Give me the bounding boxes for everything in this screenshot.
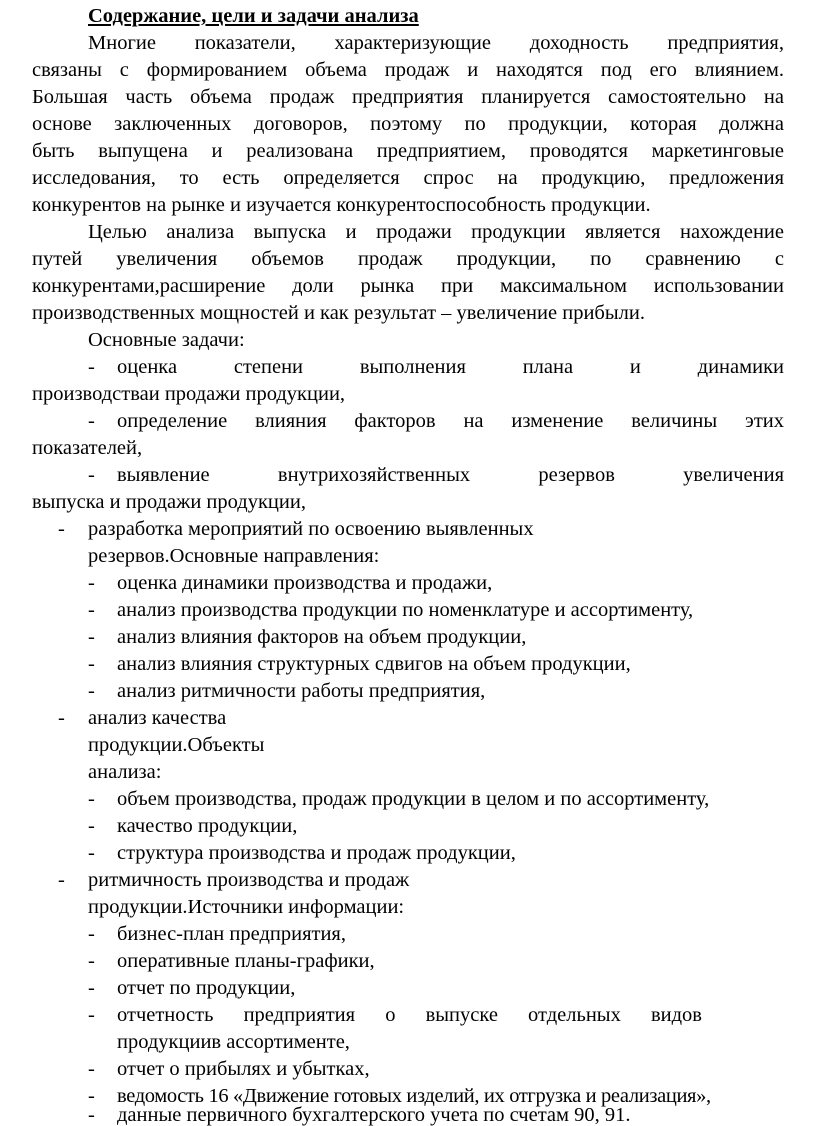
source-item-continuation: продукциив ассортименте, [117,1031,350,1053]
direction-item: анализ влияния факторов на объем продукции, [117,626,527,648]
list-dash: - [58,869,65,891]
list-dash: - [88,599,95,621]
list-dash: - [88,1085,95,1107]
list-dash: - [88,788,95,810]
para1-line: Большая часть объема продаж предприятия планируется самостоятельно на [32,86,784,108]
direction-item: оценка динамики производства и продажи, [117,572,493,594]
list-dash: - [88,572,95,594]
direction-item: анализ ритмичности работы предприятия, [117,680,486,702]
list-dash: - [88,1004,95,1026]
source-item: отчетность предприятия о выпуске отдельных видов [117,1004,702,1026]
direction-item-continuation: продукции.Объекты [88,734,265,756]
task-item: определение влияния факторов на изменение величины этих [117,410,784,432]
para1-line: связаны с формированием объема продаж и находятся под его влиянием. [32,59,784,81]
list-dash: - [88,923,95,945]
task-dash: - [88,464,95,486]
task-dash: - [88,410,95,432]
list-dash: - [88,977,95,999]
source-item: отчет по продукции, [117,977,296,999]
para2-line: путей увеличения объемов продаж продукции, по сравнению с [32,248,784,270]
tasks-heading: Основные задачи: [88,329,245,351]
list-dash: - [88,680,95,702]
source-item: бизнес-план предприятия, [117,923,346,945]
task-dash: - [58,518,65,540]
para1-line: основе заключенных договоров, поэтому по продукции, которая должна [32,113,784,135]
direction-item-continuation: анализа: [88,761,162,783]
task-item: оценка степени выполнения плана и динамики [117,356,784,378]
para2-line: Целью анализа выпуска и продажи продукции является нахождение [88,221,784,243]
source-item: данные первичного бухгалтерского учета по счетам 90, 91. [117,1104,631,1126]
task-item: выявление внутрихозяйственных резервов увеличения [117,464,784,486]
direction-item: анализ влияния структурных сдвигов на объем продукции, [117,653,631,675]
task-item-continuation: резервов.Основные направления: [88,545,380,567]
list-dash: - [58,707,65,729]
object-item: качество продукции, [117,815,298,837]
list-dash: - [88,653,95,675]
object-item: структура производства и продаж продукции, [117,842,516,864]
para1-line: Многие показатели, характеризующие доходность предприятия, [88,32,784,54]
para1-line: исследования, то есть определяется спрос на продукцию, предложения [32,167,784,189]
task-item-continuation: выпуска и продажи продукции, [32,491,306,513]
list-dash: - [88,1058,95,1080]
list-dash: - [88,815,95,837]
task-item: разработка мероприятий по освоению выявленных [88,518,534,540]
object-item: объем производства, продаж продукции в целом и по ассортименту, [117,788,710,810]
para1-line: быть выпущена и реализована предприятием, проводятся маркетинговые [32,140,784,162]
source-item: оперативные планы-графики, [117,950,375,972]
list-dash: - [88,1104,95,1126]
source-item: отчет о прибылях и убытках, [117,1058,370,1080]
object-item: ритмичность производства и продаж [88,869,410,891]
para2-line: производственных мощностей и как результат – увеличение прибыли. [32,302,645,324]
direction-item: анализ производства продукции по номенклатуре и ассортименту, [117,599,694,621]
list-dash: - [88,842,95,864]
source-item: ведомость 16 «Движение готовых изделий, их отгрузка и реализация», [117,1085,711,1107]
list-dash: - [88,626,95,648]
task-item-continuation: производстваи продажи продукции, [32,383,346,405]
para1-line: конкурентов на рынке и изучается конкурентоспособность продукции. [32,194,651,216]
list-dash: - [88,950,95,972]
task-dash: - [88,356,95,378]
direction-item: анализ качества [88,707,227,729]
object-item-continuation: продукции.Источники информации: [88,896,405,918]
section-title: Содержание, цели и задачи анализа [88,5,419,27]
para2-line: конкурентами,расширение доли рынка при максимальном использовании [32,275,784,297]
task-item-continuation: показателей, [32,437,143,459]
